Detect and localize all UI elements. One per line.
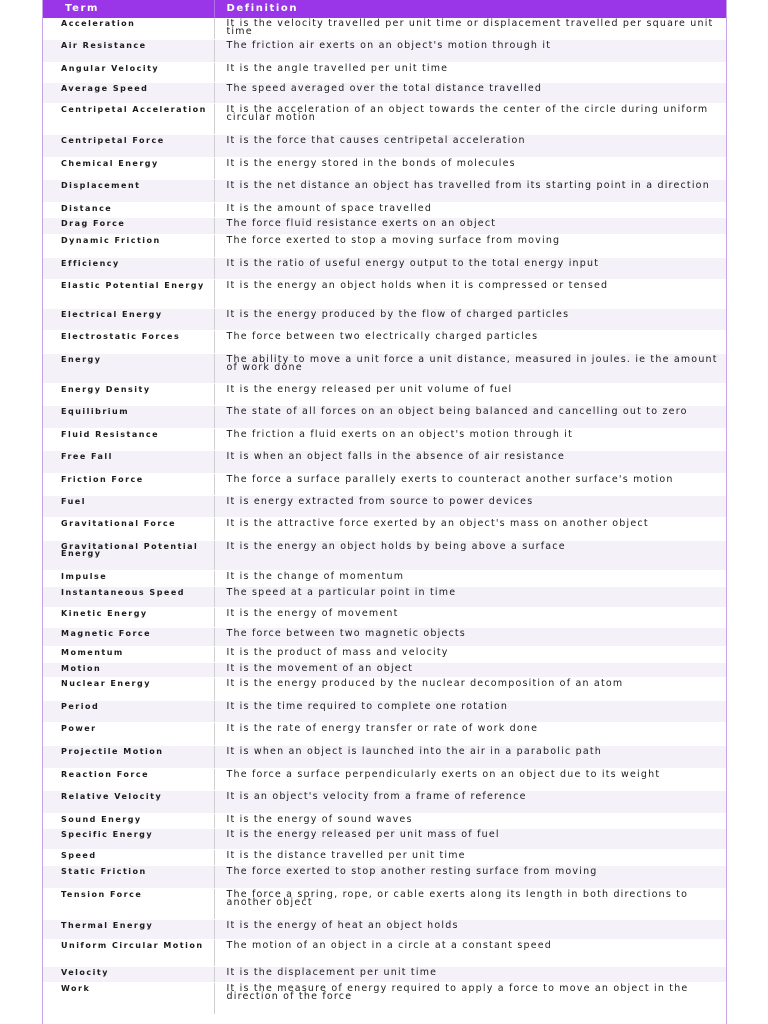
definition-cell: The state of all forces on an object being balanced and cancelling out to zero: [214, 405, 726, 428]
term-cell: Friction Force: [43, 473, 214, 495]
table-row: [43, 517, 726, 540]
definition-cell: It is energy extracted from source to power devices: [214, 495, 726, 517]
definition-cell: It is the energy produced by the nuclear decomposition of an atom: [214, 677, 726, 700]
definition-cell: The force exerted to stop another resting surface from moving: [214, 865, 726, 888]
table-row: [43, 257, 726, 279]
definition-cell: It is the amount of space travelled: [214, 202, 726, 217]
table-row: [43, 353, 726, 383]
table-row: [43, 82, 726, 103]
definition-cell: It is the distance travelled per unit time: [214, 849, 726, 865]
table-row: [43, 888, 726, 919]
definition-cell: It is the rate of energy transfer or rate of work done: [214, 722, 726, 745]
term-cell: Air Resistance: [43, 39, 214, 62]
table-row: [43, 179, 726, 202]
definition-cell: It is the time required to complete one rotation: [214, 700, 726, 722]
term-cell: Motion: [43, 662, 214, 677]
definition-cell: The speed at a particular point in time: [214, 586, 726, 607]
table-row: [43, 966, 726, 982]
term-cell: Period: [43, 700, 214, 722]
term-cell: Average Speed: [43, 82, 214, 103]
term-cell: Relative Velocity: [43, 790, 214, 813]
term-cell: Velocity: [43, 966, 214, 982]
definition-cell: It is the force that causes centripetal acceleration: [214, 134, 726, 157]
table-row: [43, 828, 726, 849]
term-cell: Momentum: [43, 646, 214, 662]
term-cell: Acceleration: [43, 18, 214, 39]
definition-cell: The friction air exerts on an object's motion through it: [214, 39, 726, 62]
term-cell: Free Fall: [43, 450, 214, 473]
table-row: [43, 540, 726, 570]
term-cell: Speed: [43, 849, 214, 865]
definition-cell: It is the net distance an object has travelled from its starting point in a direction: [214, 179, 726, 202]
table-row: [43, 428, 726, 450]
term-cell: Work: [43, 982, 214, 1014]
header-row: [43, 0, 726, 18]
term-cell: Electrical Energy: [43, 308, 214, 330]
term-cell: Energy: [43, 353, 214, 383]
table-row: [43, 18, 726, 39]
term-cell: Centripetal Force: [43, 134, 214, 157]
definition-cell: The force exerted to stop a moving surface from moving: [214, 234, 726, 257]
term-cell: Static Friction: [43, 865, 214, 888]
table-row: [43, 217, 726, 234]
definition-cell: The force fluid resistance exerts on an object: [214, 217, 726, 234]
definition-cell: It is the attractive force exerted by an object's mass on another object: [214, 517, 726, 540]
table-row: [43, 745, 726, 768]
term-cell: Energy Density: [43, 383, 214, 405]
term-cell: Projectile Motion: [43, 745, 214, 768]
table-row: [43, 646, 726, 662]
term-cell: Dynamic Friction: [43, 234, 214, 257]
definition-cell: It is the energy stored in the bonds of molecules: [214, 157, 726, 179]
table-row: [43, 627, 726, 646]
definition-cell: It is the displacement per unit time: [214, 966, 726, 982]
term-cell: Fuel: [43, 495, 214, 517]
definition-cell: The friction a fluid exerts on an object's motion through it: [214, 428, 726, 450]
definition-cell: It is an object's velocity from a frame of reference: [214, 790, 726, 813]
term-cell: Efficiency: [43, 257, 214, 279]
definition-cell: It is the energy an object holds when it is compressed or tensed: [214, 279, 726, 308]
term-cell: Impulse: [43, 570, 214, 586]
table-row: [43, 62, 726, 82]
term-cell: Drag Force: [43, 217, 214, 234]
table-header: [43, 0, 726, 18]
definition-cell: The motion of an object in a circle at a constant speed: [214, 939, 726, 966]
term-cell: Instantaneous Speed: [43, 586, 214, 607]
definition-cell: It is the energy produced by the flow of charged particles: [214, 308, 726, 330]
definition-cell: The speed averaged over the total distance travelled: [214, 82, 726, 103]
definition-cell: It is the ratio of useful energy output to the total energy input: [214, 257, 726, 279]
term-cell: Elastic Potential Energy: [43, 279, 214, 308]
term-cell: Distance: [43, 202, 214, 217]
table-row: [43, 570, 726, 586]
term-cell: Nuclear Energy: [43, 677, 214, 700]
term-cell: Uniform Circular Motion: [43, 939, 214, 966]
term-cell: Thermal Energy: [43, 919, 214, 939]
definition-cell: It is the energy of sound waves: [214, 813, 726, 828]
glossary-table: [43, 0, 726, 1015]
term-column-header: Term: [43, 0, 214, 18]
definition-cell: It is the product of mass and velocity: [214, 646, 726, 662]
definition-cell: The force between two magnetic objects: [214, 627, 726, 646]
term-cell: Power: [43, 722, 214, 745]
table-row: [43, 450, 726, 473]
definition-cell: The force a surface parallely exerts to counteract another surface's motion: [214, 473, 726, 495]
term-cell: Kinetic Energy: [43, 607, 214, 627]
table-row: [43, 134, 726, 157]
definition-cell: It is the measure of energy required to apply a force to move an object in the direction of the force: [214, 982, 726, 1014]
definition-cell: It is the change of momentum: [214, 570, 726, 586]
table-body: [43, 18, 726, 1014]
table-row: [43, 939, 726, 966]
term-cell: Fluid Resistance: [43, 428, 214, 450]
table-row: [43, 308, 726, 330]
table-row: [43, 234, 726, 257]
definition-cell: The ability to move a unit force a unit distance, measured in joules. ie the amount of work done: [214, 353, 726, 383]
term-cell: Gravitational Potential Energy: [43, 540, 214, 570]
term-cell: Sound Energy: [43, 813, 214, 828]
table-row: [43, 383, 726, 405]
table-row: [43, 768, 726, 790]
table-row: [43, 473, 726, 495]
definition-cell: It is the energy an object holds by being above a surface: [214, 540, 726, 570]
term-cell: Equilibrium: [43, 405, 214, 428]
term-cell: Tension Force: [43, 888, 214, 919]
definition-cell: The force a surface perpendicularly exerts on an object due to its weight: [214, 768, 726, 790]
definition-cell: It is the velocity travelled per unit time or displacement travelled per square unit time: [214, 18, 726, 39]
term-cell: Centripetal Acceleration: [43, 103, 214, 134]
table-row: [43, 330, 726, 353]
definition-cell: It is when an object falls in the absence of air resistance: [214, 450, 726, 473]
definition-cell: It is the energy released per unit volume of fuel: [214, 383, 726, 405]
term-cell: Reaction Force: [43, 768, 214, 790]
term-cell: Magnetic Force: [43, 627, 214, 646]
table-row: [43, 865, 726, 888]
definition-cell: It is the energy of movement: [214, 607, 726, 627]
definition-cell: It is the energy of heat an object holds: [214, 919, 726, 939]
table-row: [43, 700, 726, 722]
term-cell: Displacement: [43, 179, 214, 202]
term-cell: Angular Velocity: [43, 62, 214, 82]
table-row: [43, 722, 726, 745]
definition-cell: It is the movement of an object: [214, 662, 726, 677]
table-row: [43, 607, 726, 627]
table-row: [43, 982, 726, 1014]
table-row: [43, 103, 726, 134]
table-row: [43, 39, 726, 62]
table-row: [43, 662, 726, 677]
table-row: [43, 157, 726, 179]
table-row: [43, 202, 726, 217]
term-cell: Chemical Energy: [43, 157, 214, 179]
definition-cell: It is when an object is launched into the air in a parabolic path: [214, 745, 726, 768]
table-row: [43, 586, 726, 607]
term-cell: Gravitational Force: [43, 517, 214, 540]
definition-column-header: Definition: [214, 0, 726, 18]
definition-cell: The force between two electrically charged particles: [214, 330, 726, 353]
term-cell: Electrostatic Forces: [43, 330, 214, 353]
table-row: [43, 919, 726, 939]
table-row: [43, 405, 726, 428]
table-row: [43, 279, 726, 308]
table-row: [43, 677, 726, 700]
table-row: [43, 790, 726, 813]
definition-cell: It is the acceleration of an object towards the center of the circle during uniform circular motion: [214, 103, 726, 134]
table-row: [43, 849, 726, 865]
table-row: [43, 813, 726, 828]
definition-cell: It is the angle travelled per unit time: [214, 62, 726, 82]
definition-cell: The force a spring, rope, or cable exerts along its length in both directions to another object: [214, 888, 726, 919]
table-row: [43, 495, 726, 517]
glossary-sheet: [42, 0, 727, 1024]
term-cell: Specific Energy: [43, 828, 214, 849]
definition-cell: It is the energy released per unit mass of fuel: [214, 828, 726, 849]
